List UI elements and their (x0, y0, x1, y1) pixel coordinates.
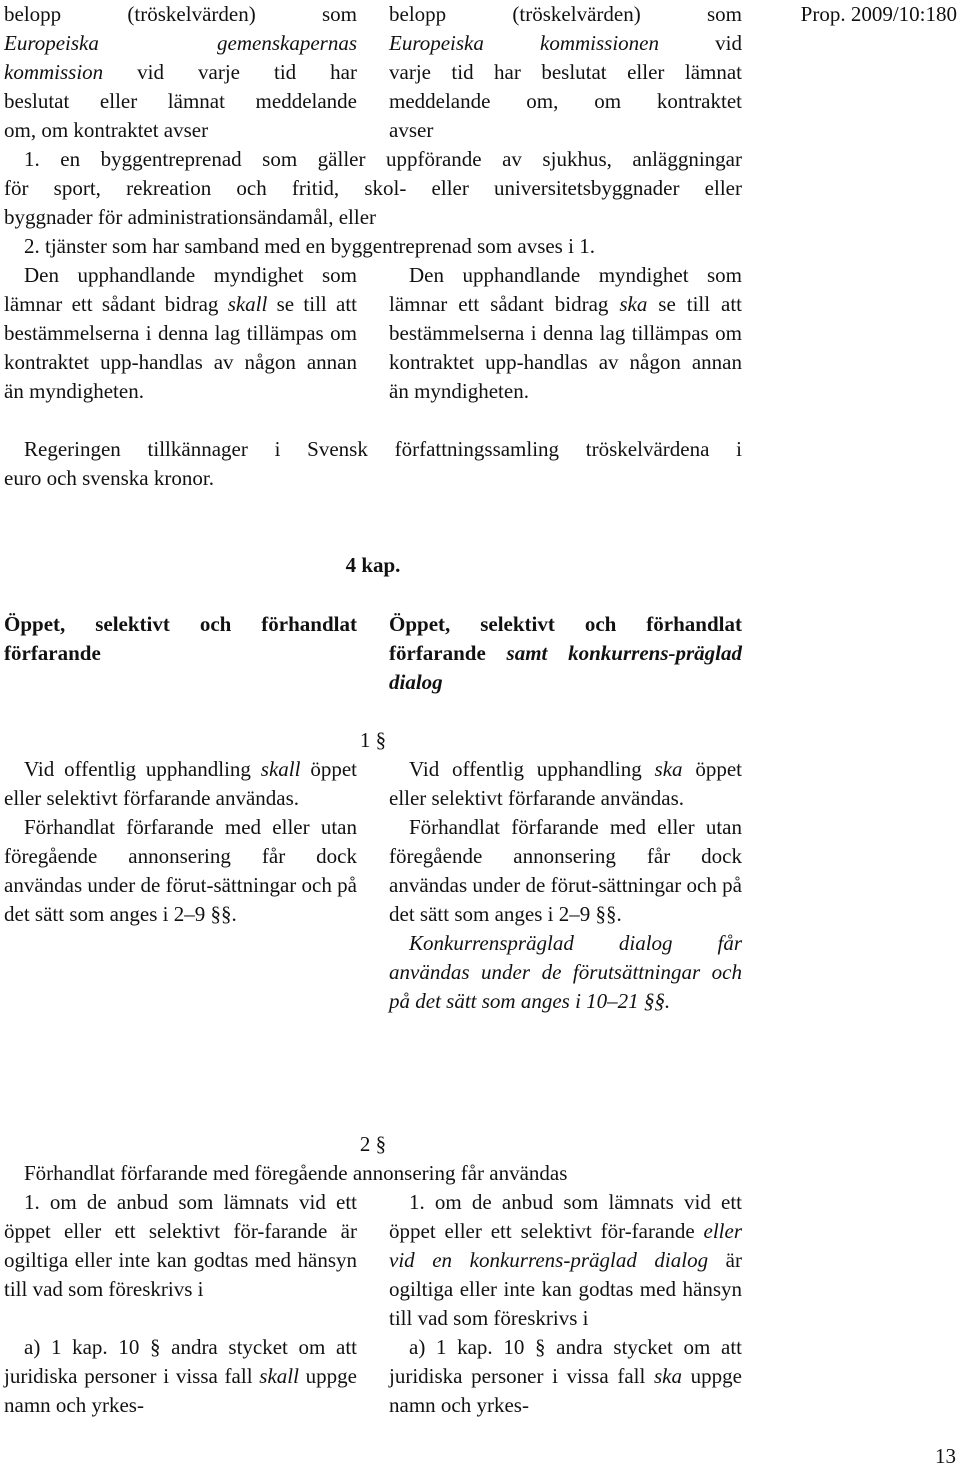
text-line: om, om kontraktet avser (4, 118, 209, 142)
chapter-heading: 4 kap. (345, 553, 401, 577)
authority-left-paragraph: Den upphandlande myndighet som lämnar ett sådant bidrag skall se till att bestämmelserna i denna lag tillämpas om kontraktet upp-handlas av någon annan än myndigheten. (4, 263, 357, 403)
paragraph-number-1: 1 § (359, 728, 387, 752)
section-1-left-column: Vid offentlig upphandling skall öppet eller selektivt förfarande användas. Förhandlat förfarande med eller utan föregående annonsering får dock användas under de förut-sättningar och på det sätt som anges i 2–9 §§. (4, 757, 357, 926)
text-line: varje tid har beslutat eller lämnat (389, 60, 742, 84)
text-line: belopp (tröskelvärden) som (389, 2, 742, 26)
text-line: byggnader för administrationsändamål, eller (4, 205, 377, 229)
section-heading-left: Öppet, selektivt och förhandlat förfarande (4, 612, 357, 665)
text-line: 1. en byggentreprenad som gäller uppförande av sjukhus, anläggningar (24, 147, 742, 171)
text-line: Europeiska gemenskapernas (4, 31, 357, 55)
item-1 (4, 145, 742, 232)
text-line: avser (389, 118, 434, 142)
section-1-right-column: Vid offentlig upphandling ska öppet eller selektivt förfarande användas. Förhandlat förfarande med eller utan föregående annonsering får dock användas under de förut-sättningar och på det sätt som anges i 2–9 §§. Konkurrenspräglad dialog får användas under de förutsättningar och på det sätt som anges i 10–21 §§. (389, 757, 742, 1013)
text-line: belopp (tröskelvärden) som (4, 2, 357, 26)
section-2-intro: Förhandlat förfarande med föregående annonsering får användas (24, 1161, 568, 1185)
text-line: beslutat eller lämnat meddelande (4, 89, 357, 113)
text-line: euro och svenska kronor. (4, 466, 214, 490)
page-number: 13 (935, 1444, 956, 1468)
section-heading-right: Öppet, selektivt och förhandlat förfarande samt konkurrens-präglad dialog (389, 612, 742, 694)
text-line: Europeiska kommissionen vid (389, 31, 742, 55)
text-line: för sport, rekreation och fritid, skol- eller universitetsbyggnader eller (4, 176, 742, 200)
item-2: 2. tjänster som har samband med en byggentreprenad som avses i 1. (24, 234, 595, 258)
text-line: Regeringen tillkännager i Svensk författningssamling tröskelvärdena i (24, 437, 742, 461)
paragraph-number-2: 2 § (359, 1132, 387, 1156)
section-2-left-column: 1. om de anbud som lämnats vid ett öppet eller ett selektivt för-farande är ogiltiga eller inte kan godtas med hänsyn till vad som föreskrivs i a) 1 kap. 10 § andra stycket om att juridiska personer i vissa fall skall uppge namn och yrkes- (4, 1190, 358, 1417)
threshold-right-column (389, 0, 742, 145)
threshold-left-column (4, 0, 357, 145)
text-line: kommission vid varje tid har (4, 60, 357, 84)
authority-right-paragraph: Den upphandlande myndighet som lämnar ett sådant bidrag ska se till att bestämmelserna i denna lag tillämpas om kontraktet upp-handlas av någon annan än myndigheten. (389, 263, 742, 403)
prop-reference: Prop. 2009/10:180 (800, 2, 957, 26)
text-line: meddelande om, om kontraktet (389, 89, 742, 113)
government-paragraph (4, 435, 742, 493)
section-2-right-column: 1. om de anbud som lämnats vid ett öppet eller ett selektivt för-farande eller vid en konkurrens-präglad dialog är ogiltiga eller inte kan godtas med hänsyn till vad som föreskrivs i a) 1 kap. 10 § andra stycket om att juridiska personer i vissa fall ska uppge namn och yrkes- (389, 1190, 742, 1417)
